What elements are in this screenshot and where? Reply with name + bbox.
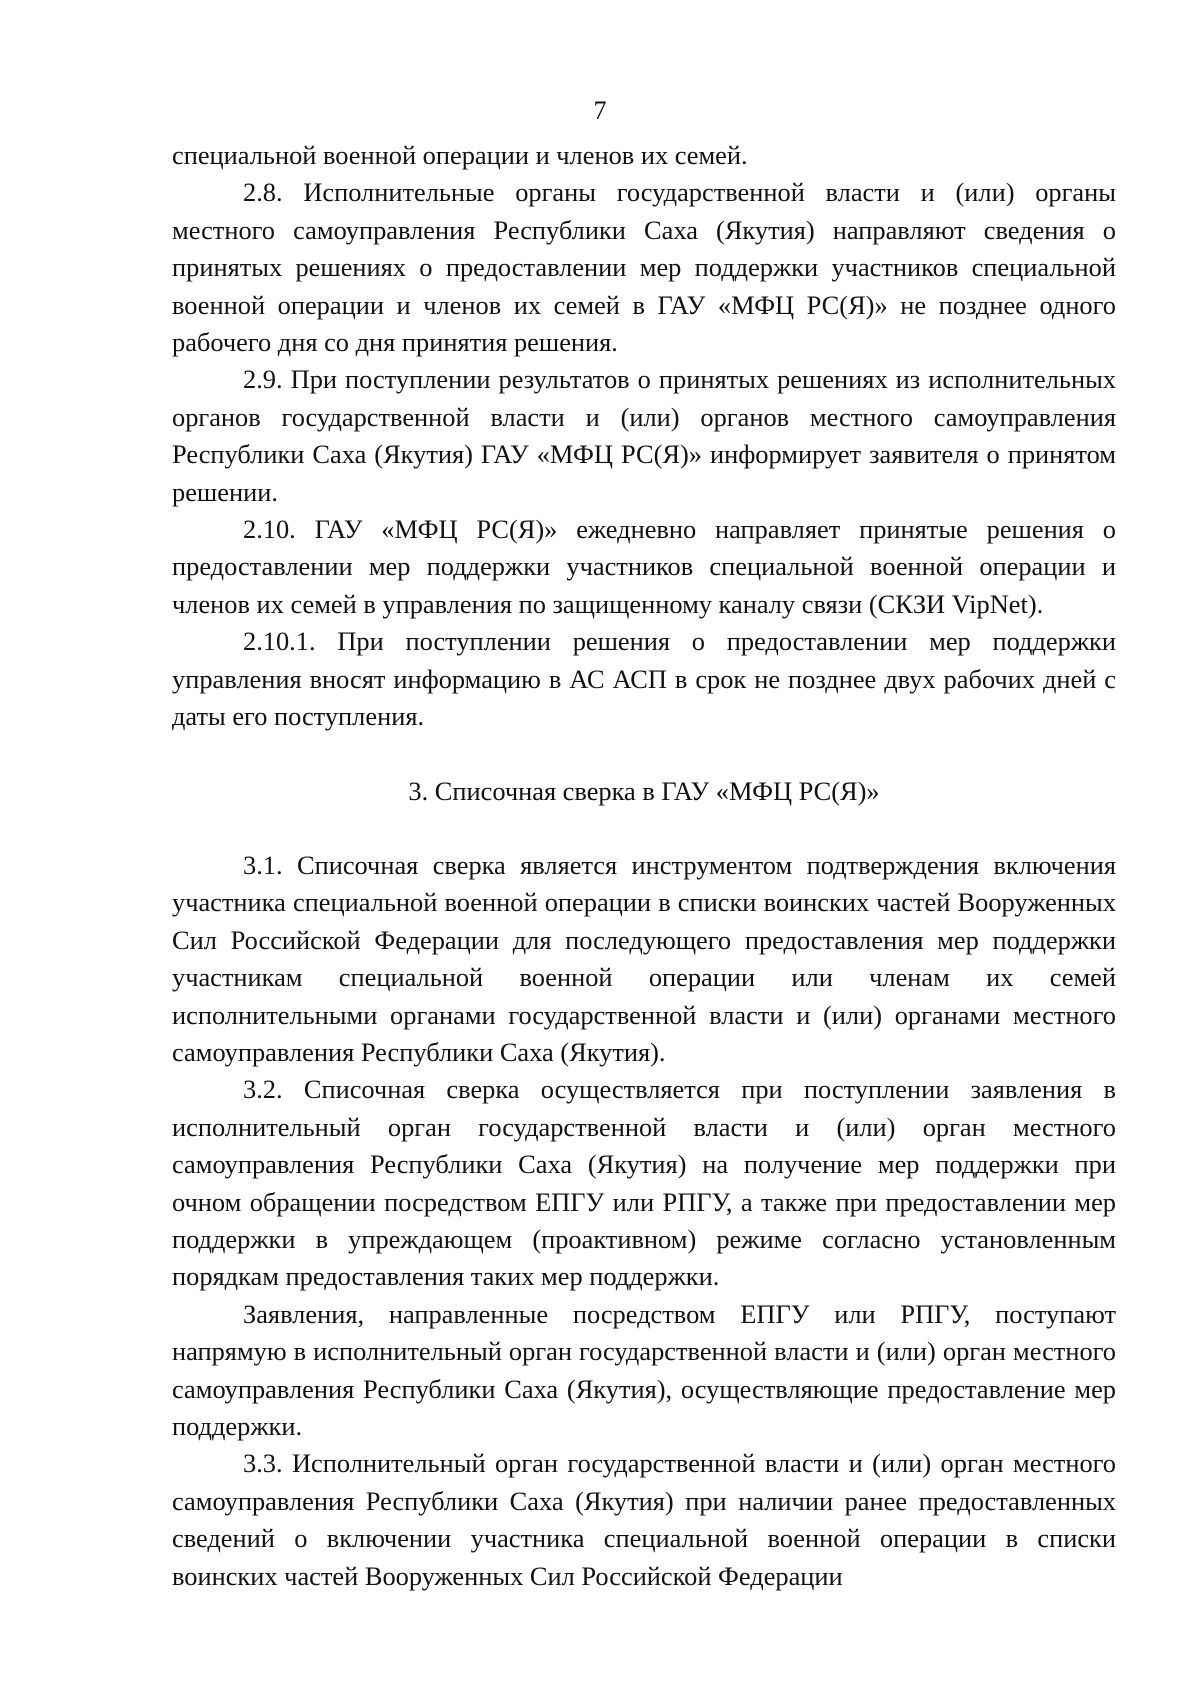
paragraph-3-1: 3.1. Списочная сверка является инструментом подтверждения включения участника специальной военной операции в списки воинских частей Вооруженных Сил Российской Федерации для последующего предоставления мер поддержки участникам специальной военной операции или членам их семей исполнительными органами государственной власти и (или) органами местного самоуправления Республики Саха (Якутия). bbox=[172, 849, 1116, 1067]
paragraph-2-9: 2.9. При поступлении результатов о принятых решениях из исполнительных органов государственной власти и (или) органов местного самоуправления Республики Саха (Якутия) ГАУ «МФЦ РС(Я)» информирует заявителя о принятом решении. bbox=[172, 364, 1116, 507]
paragraph-2-8: 2.8. Исполнительные органы государственной власти и (или) органы местного самоуправления Республики Саха (Якутия) направляют сведения о принятых решениях о предоставлении мер поддержки участников специальной военной операции и членов их семей в ГАУ «МФЦ РС(Я)» не позднее одного рабочего дня со дня принятия решения. bbox=[172, 177, 1116, 358]
paragraph-2-10-1: 2.10.1. При поступлении решения о предоставлении мер поддержки управления вносят информацию в АС АСП в срок не позднее двух рабочих дней с даты его поступления. bbox=[172, 626, 1116, 732]
page-number: 7 bbox=[593, 96, 607, 125]
paragraph-continuation: специальной военной операции и членов их семей. bbox=[172, 140, 748, 170]
section-heading-3: 3. Списочная сверка в ГАУ «МФЦ РС(Я)» bbox=[408, 775, 880, 806]
document-body bbox=[172, 137, 1116, 1595]
paragraph-3-3: 3.3. Исполнительный орган государственной власти и (или) орган местного самоуправления Республики Саха (Якутия) при наличии ранее предоставленных сведений о включении участника специальной военной операции в списки воинских частей Вооруженных Сил Российской Федерации bbox=[172, 1448, 1116, 1591]
paragraph-3-2: 3.2. Списочная сверка осуществляется при поступлении заявления в исполнительный орган государственной власти и (или) орган местного самоуправления Республики Саха (Якутия) на получение мер поддержки при очном обращении посредством ЕПГУ или РПГУ, а также при предоставлении мер поддержки в упреждающем (проактивном) режиме согласно установленным порядкам предоставления таких мер поддержки. bbox=[172, 1074, 1116, 1292]
paragraph-2-10: 2.10. ГАУ «МФЦ РС(Я)» ежедневно направляет принятые решения о предоставлении мер поддержки участников специальной военной операции и членов их семей в управления по защищенному каналу связи (СКЗИ VipNet). bbox=[172, 514, 1116, 619]
paragraph-applications: Заявления, направленные посредством ЕПГУ или РПГУ, поступают напрямую в исполнительный орган государственной власти и (или) орган местного самоуправления Республики Саха (Якутия), осуществляющие предоставление мер поддержки. bbox=[172, 1298, 1116, 1441]
